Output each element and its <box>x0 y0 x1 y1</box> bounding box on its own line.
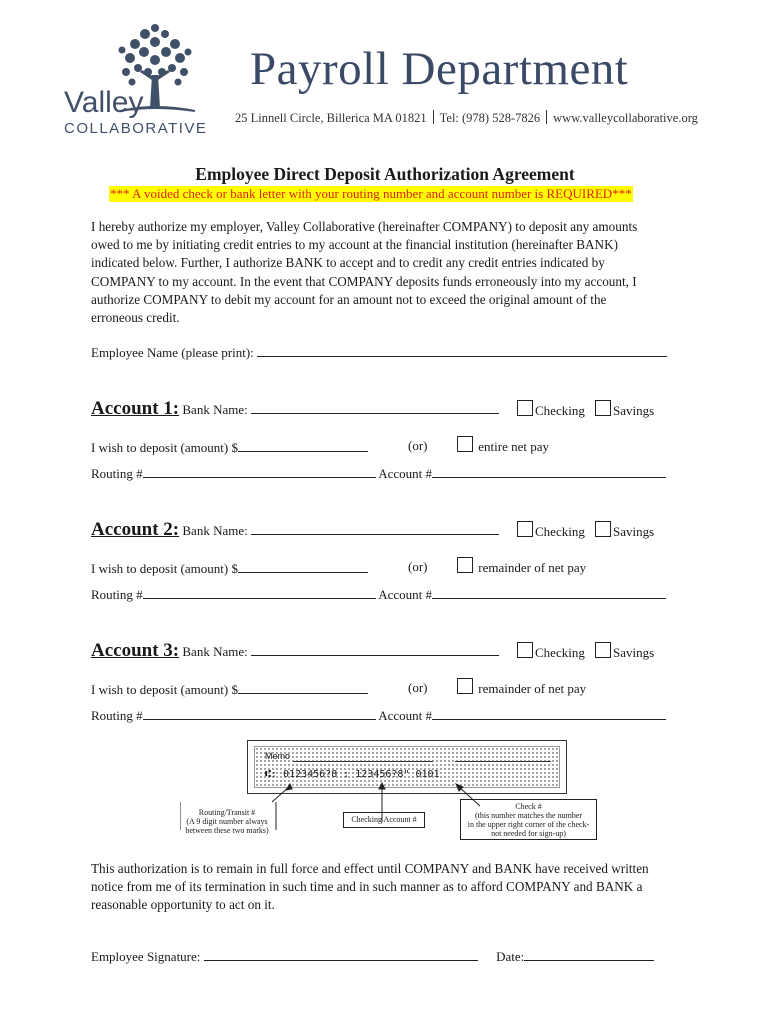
employee-name-label: Employee Name (please print): <box>91 345 254 360</box>
account-1-amount-field[interactable] <box>238 438 368 452</box>
paragraph-line: authorize COMPANY to debit my account for an amount not to exceed the original amount of the <box>91 291 607 307</box>
paragraph-line: I hereby authorize my employer, Valley Collaborative (hereinafter COMPANY) to deposit any amounts <box>91 219 638 234</box>
account-3-remainder-option[interactable] <box>457 678 586 697</box>
savings-label: Savings <box>613 403 655 418</box>
account-3-savings[interactable] <box>595 642 654 661</box>
checkbox[interactable] <box>517 400 533 416</box>
checkbox[interactable] <box>457 678 473 694</box>
account-1-savings[interactable] <box>595 400 654 419</box>
phone: Tel: (978) 528-7826 <box>439 111 541 125</box>
account-2-amount-field[interactable] <box>238 559 368 573</box>
signature-line <box>455 761 551 762</box>
account-1-routing-field[interactable] <box>143 464 376 478</box>
account-2-account-field[interactable] <box>432 585 666 599</box>
account-3-amount-field[interactable] <box>238 680 368 694</box>
paragraph-line: COMPANY to my account. In the event that COMPANY deposits funds erroneously into my account, I <box>91 273 637 289</box>
account-2-amount-row <box>91 559 368 577</box>
checkbox[interactable] <box>595 400 611 416</box>
checkbox[interactable] <box>517 521 533 537</box>
account-number-label: Account # <box>378 587 432 602</box>
routing-label: Routing # <box>91 587 143 602</box>
checking-label: Checking <box>535 645 585 660</box>
bank-name-label: Bank Name: <box>182 523 248 538</box>
employee-name-field[interactable] <box>257 343 667 357</box>
paragraph-line: notice from me of its termination in such time and in such manner as to afford COMPANY and BANK a <box>91 879 643 895</box>
account-3-routing-row <box>91 706 666 724</box>
paragraph-line: reasonable opportunity to act on it. <box>91 897 275 913</box>
account-1-bank-name-field[interactable] <box>251 400 499 414</box>
account-3-account-field[interactable] <box>432 706 666 720</box>
caption-text: Checking Account # <box>351 815 417 824</box>
date-label: Date: <box>496 949 525 964</box>
paragraph-line: owed to me by initiating credit entries to my account at the financial institution (hereinafter BANK) <box>91 237 618 253</box>
bank-name-label: Bank Name: <box>182 644 248 659</box>
account-2-bank-name-field[interactable] <box>251 521 499 535</box>
account-1-checking[interactable] <box>517 400 585 419</box>
account-2-routing-field[interactable] <box>143 585 376 599</box>
closing-paragraph <box>91 860 691 915</box>
account-1-heading: Account 1: <box>91 398 180 419</box>
caption-line: (A 9 digit number always <box>186 817 268 826</box>
logo <box>60 20 208 140</box>
account-2-routing-row <box>91 585 666 603</box>
date-field[interactable] <box>524 947 654 961</box>
account-3-bank-row <box>91 640 499 662</box>
form-title: Employee Direct Deposit Authorization Agreement <box>195 164 575 184</box>
contact-line <box>235 110 698 126</box>
account-2-heading: Account 2: <box>91 519 180 540</box>
caption-line: in the upper right corner of the check- <box>467 820 590 829</box>
savings-label: Savings <box>613 524 655 539</box>
paragraph-line: This authorization is to remain in full force and effect until COMPANY and BANK have received written <box>91 861 649 876</box>
account-2-savings[interactable] <box>595 521 654 540</box>
checking-label: Checking <box>535 403 585 418</box>
paragraph-line: indicated below. Further, I authorize BANK to accept and to credit any credit entries indicated by <box>91 255 605 271</box>
or-label: (or) <box>408 438 428 453</box>
employee-name-row <box>91 343 667 361</box>
account-3-bank-name-field[interactable] <box>251 642 499 656</box>
memo-line <box>293 761 433 762</box>
paragraph-line: erroneous credit. <box>91 310 180 326</box>
account-2-remainder-option[interactable] <box>457 557 586 576</box>
account-3-checking[interactable] <box>517 642 585 661</box>
option-label: entire net pay <box>478 439 549 454</box>
deposit-label: I wish to deposit (amount) $ <box>91 440 238 455</box>
signature-row <box>91 947 654 965</box>
signature-label: Employee Signature: <box>91 949 201 964</box>
authorization-paragraph <box>91 218 691 327</box>
account-number-label: Account # <box>378 708 432 723</box>
account-1-amount-row <box>91 438 368 456</box>
or-label: (or) <box>408 559 428 574</box>
account-2-checking[interactable] <box>517 521 585 540</box>
micr-line: ⑆: 0123456?8 : 123456?8" 0101 <box>265 769 440 780</box>
deposit-label: I wish to deposit (amount) $ <box>91 561 238 576</box>
page-title: Payroll Department <box>250 43 629 95</box>
or-label: (or) <box>408 680 428 695</box>
account-1-account-field[interactable] <box>432 464 666 478</box>
account-1-net-pay-option[interactable] <box>457 436 549 455</box>
savings-label: Savings <box>613 645 655 660</box>
bank-name-label: Bank Name: <box>182 402 248 417</box>
caption-line: Check # <box>515 802 542 811</box>
routing-label: Routing # <box>91 466 143 481</box>
caption-line: Routing/Transit # <box>198 808 256 817</box>
deposit-label: I wish to deposit (amount) $ <box>91 682 238 697</box>
option-label: remainder of net pay <box>478 681 587 696</box>
logo-subtitle: COLLABORATIVE <box>64 120 208 137</box>
address: 25 Linnell Circle, Billerica MA 01821 <box>235 111 427 125</box>
checkbox[interactable] <box>457 436 473 452</box>
checkbox[interactable] <box>595 521 611 537</box>
account-2-bank-row <box>91 519 499 541</box>
account-3-heading: Account 3: <box>91 640 180 661</box>
required-notice: *** A voided check or bank letter with your routing number and account number is REQUIRED*** <box>110 186 632 201</box>
checkbox[interactable] <box>595 642 611 658</box>
signature-field[interactable] <box>204 947 478 961</box>
account-number-label: Account # <box>378 466 432 481</box>
account-3-routing-field[interactable] <box>143 706 376 720</box>
routing-caption <box>183 808 271 835</box>
caption-line: not needed for sign-up) <box>491 829 566 838</box>
account-1-bank-row <box>91 398 499 420</box>
caption-line: between these two marks) <box>185 826 269 835</box>
account-3-amount-row <box>91 680 368 698</box>
logo-word: Valley <box>64 86 144 119</box>
checkbox[interactable] <box>517 642 533 658</box>
option-label: remainder of net pay <box>478 560 587 575</box>
checking-label: Checking <box>535 524 585 539</box>
routing-label: Routing # <box>91 708 143 723</box>
check-number-caption <box>460 799 597 840</box>
caption-line: (this number matches the number <box>474 811 583 820</box>
memo-label: Memo <box>265 751 291 761</box>
website: www.valleycollaborative.org <box>553 111 698 125</box>
checkbox[interactable] <box>457 557 473 573</box>
account-caption <box>343 812 425 828</box>
account-1-routing-row <box>91 464 666 482</box>
